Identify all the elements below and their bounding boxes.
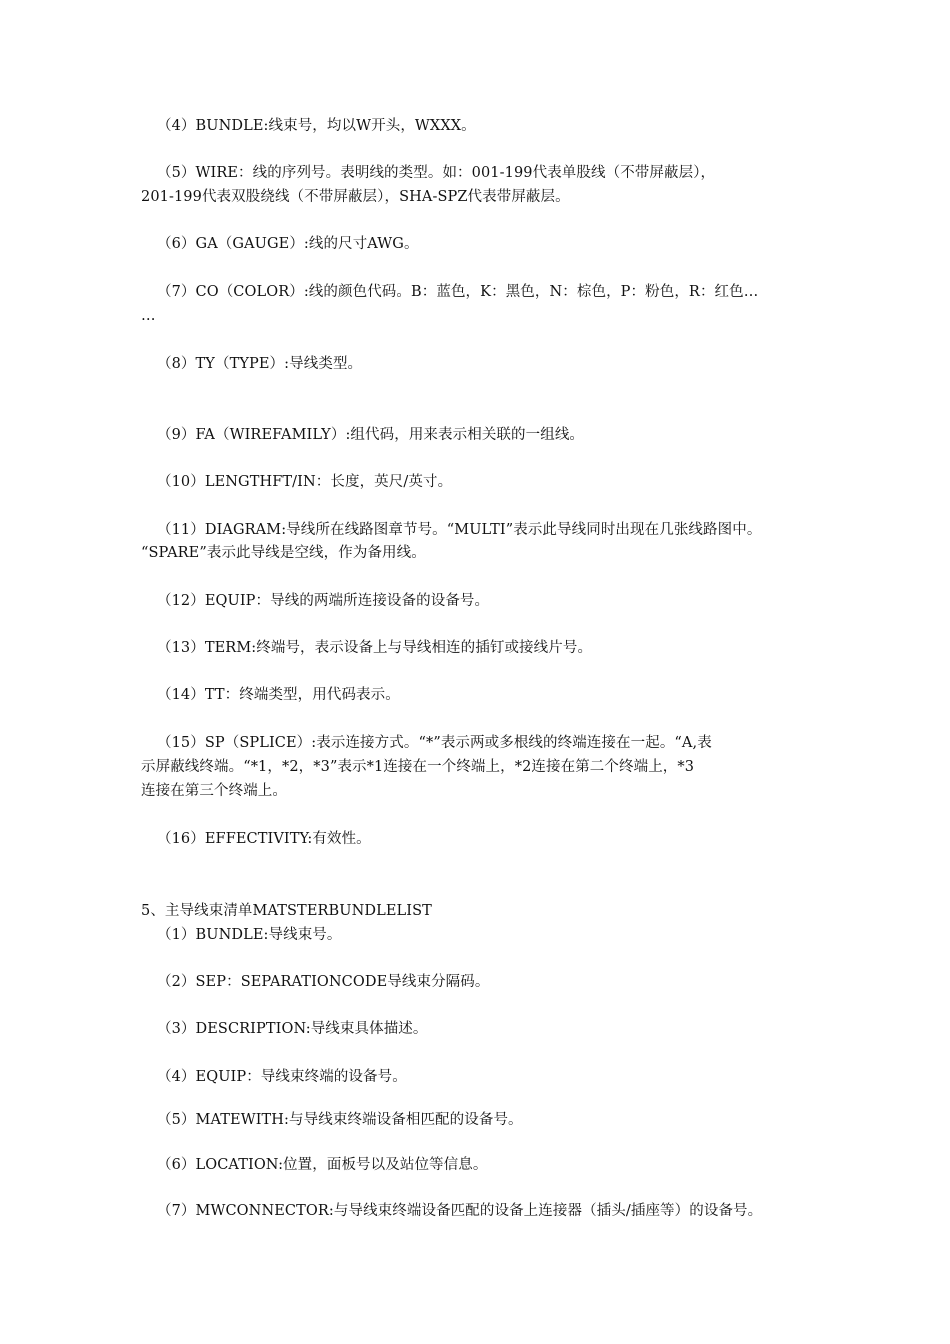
text-line: （15）SP（SPLICE）:表示连接方式。“*”表示两或多根线的终端连接在一起。“A,表: [157, 735, 712, 751]
text-line: （7）MWCONNECTOR:与导线束终端设备匹配的设备上连接器（插头/插座等）的设备号。: [157, 1203, 763, 1219]
text-line: 201-199代表双股绕线（不带屏蔽层），SHA-SPZ代表带屏蔽层。: [141, 189, 570, 205]
text-line: （13）TERM:终端号，表示设备上与导线相连的插钉或接线片号。: [157, 640, 593, 656]
text-line: “SPARE”表示此导线是空线，作为备用线。: [141, 545, 426, 561]
text-line: （4）BUNDLE:线束号，均以W开头，WXXX。: [157, 118, 476, 134]
text-line: （3）DESCRIPTION:导线束具体描述。: [157, 1021, 428, 1037]
text-line: （5）MATEWITH:与导线束终端设备相匹配的设备号。: [157, 1112, 523, 1128]
text-line: （8）TY（TYPE）:导线类型。: [157, 356, 363, 372]
text-line: 连接在第三个终端上。: [141, 783, 287, 799]
text-line: （14）TT：终端类型，用代码表示。: [157, 687, 400, 703]
text-line: （6）LOCATION:位置，面板号以及站位等信息。: [157, 1157, 488, 1173]
text-line: （1）BUNDLE:导线束号。: [157, 927, 342, 943]
text-line: （7）CO（COLOR）:线的颜色代码。B：蓝色，K：黑色，N：棕色，P：粉色，R：红色…: [157, 284, 759, 300]
text-line: 示屏蔽线终端。“*1，*2，*3”表示*1连接在一个终端上，*2连接在第二个终端上，*3: [141, 759, 695, 775]
text-line: （6）GA（GAUGE）:线的尺寸AWG。: [157, 236, 419, 252]
text-line: （2）SEP：SEPARATIONCODE导线束分隔码。: [157, 974, 490, 990]
text-line: （12）EQUIP：导线的两端所连接设备的设备号。: [157, 593, 490, 609]
section-heading: 5、主导线束清单MATSTERBUNDLELIST: [141, 903, 432, 919]
text-line: （11）DIAGRAM:导线所在线路图章节号。“MULTI”表示此导线同时出现在几张线路图中。: [157, 522, 762, 538]
text-line: （9）FA（WIREFAMILY）:组代码，用来表示相关联的一组线。: [157, 427, 585, 443]
text-line: （10）LENGTHFT/IN：长度，英尺/英寸。: [157, 474, 453, 490]
text-line: …: [141, 308, 156, 324]
text-line: （5）WIRE：线的序列号。表明线的类型。如：001-199代表单股线（不带屏蔽层），: [157, 165, 716, 181]
text-line: （4）EQUIP：导线束终端的设备号。: [157, 1069, 407, 1085]
text-line: （16）EFFECTIVITY:有效性。: [157, 831, 371, 847]
